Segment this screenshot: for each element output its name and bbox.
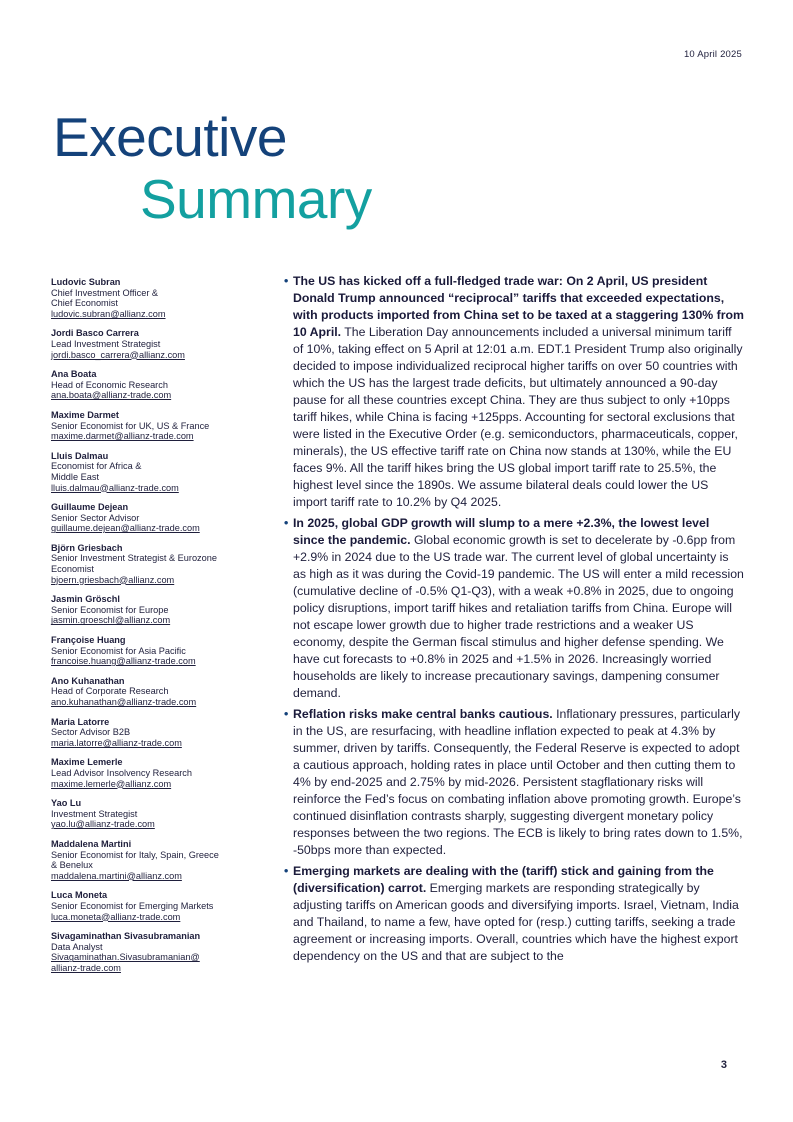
contact-role: Senior Economist for UK, US & France <box>51 420 210 431</box>
contact-email-link[interactable]: Sivagaminathan.Sivasubramanian@ allianz-trade.com <box>51 952 200 973</box>
summary-bullet <box>284 706 744 859</box>
bullet-marker: • <box>284 864 289 878</box>
contact-email-link[interactable]: maddalena.martini@allianz.com <box>51 870 182 881</box>
contact-entry <box>51 757 251 789</box>
contact-role: Lead Investment Strategist <box>51 338 161 349</box>
contact-role: Chief Investment Officer & Chief Economist <box>51 287 159 309</box>
contact-email-link[interactable]: ana.boata@allianz-trade.com <box>51 390 172 401</box>
contact-name: Ludovic Subran <box>51 277 121 287</box>
contact-entry <box>51 543 251 585</box>
contact-email-link[interactable]: ano.kuhanathan@allianz-trade.com <box>51 697 197 707</box>
bullet-lead: Emerging markets are dealing with the (tariff) stick and gaining from the (diversification) carrot. <box>293 864 714 895</box>
contact-entry <box>51 410 251 442</box>
page-title-line1: Executive <box>53 106 287 168</box>
bullet-lead: Reflation risks make central banks cautious. <box>293 707 553 721</box>
contact-role: Senior Economist for Asia Pacific <box>51 645 186 656</box>
contact-role: Head of Corporate Research <box>51 686 169 697</box>
contact-name: Maria Latorre <box>51 716 110 727</box>
contact-entry <box>51 277 251 319</box>
contact-email-link[interactable]: yao.lu@allianz-trade.com <box>51 819 155 830</box>
bullet-marker: • <box>284 516 289 530</box>
contact-name: Lluis Dalmau <box>51 450 109 461</box>
contact-entry <box>51 451 251 493</box>
contacts-column <box>51 277 251 982</box>
contact-entry <box>51 717 251 749</box>
contact-email-link[interactable]: maxime.lemerle@allianz.com <box>51 778 172 789</box>
contact-name: Guillaume Dejean <box>51 502 129 513</box>
contact-role: Economist for Africa & Middle East <box>51 461 142 482</box>
contact-role: Sector Advisor B2B <box>51 727 131 738</box>
contact-email-link[interactable]: bjoern.griesbach@allianz.com <box>51 574 175 585</box>
contact-email-link[interactable]: ludovic.subran@allianz.com <box>51 308 166 319</box>
bullet-text: The Liberation Day announcements included a universal minimum tariff of 10%, taking effect on 5 April at 12:01 a.m. EDT.1 President Trump also originally decided to impose individualized reciprocal higher tariffs on over 50 countries with which the US has the largest trade deficits, but ultimately announced a 90-day pause for all these countries except China. They are thus subject to only +10pps tariff hikes, while China is facing +125pps. Accounting for sectoral exclusions that were listed in the Executive Order (e.g. semiconductors, pharmaceuticals, copper, minerals), the US effective tariff rate on China now stands at 130%, while the EU faces 9%. All the tariff hikes bring the US global import tariff rate to 25.5%, the highest level since the 1890s. We assume bilateral deals could lower the US import tariff rate to 10.2% by Q4 2025. <box>293 325 743 509</box>
contact-role: Senior Sector Advisor <box>51 512 140 523</box>
bullet-text: Emerging markets are responding strategically by adjusting tariffs on American goods and diversifying imports. Israel, Vietnam, India and Thailand, to name a few, have opted for (resp.) cutting tariffs, seeking a trade agreement or increasing imports. Overall, countries which have the highest export dependency on the US and that are subject to the <box>293 881 739 963</box>
contact-email-link[interactable]: francoise.huang@allianz-trade.com <box>51 656 196 667</box>
report-date: 10 April 2025 <box>683 49 742 60</box>
contact-email-link[interactable]: jordi.basco_carrera@allianz.com <box>51 349 185 360</box>
contact-email-link[interactable]: lluis.dalmau@allianz-trade.com <box>51 482 179 493</box>
contact-entry <box>51 328 251 360</box>
bullet-lead: The US has kicked off a full-fledged trade war: On 2 April, US president Donald Trump announced “reciprocal” tariffs that exceeded expectations, with products imported from China set to be taxed at a staggering 130% from 10 April. <box>293 274 744 339</box>
contact-name: Sivagaminathan Sivasubramanian <box>51 931 201 942</box>
contact-entry <box>51 594 251 626</box>
contact-name: Maddalena Martini <box>51 838 132 849</box>
contact-role: Senior Economist for Italy, Spain, Greece & Benelux <box>51 849 219 871</box>
page-title-line2: Summary <box>140 168 372 230</box>
contact-email-link[interactable]: maria.latorre@allianz-trade.com <box>51 737 182 748</box>
contact-role: Senior Economist for Emerging Markets <box>51 900 214 911</box>
bullet-marker: • <box>284 274 289 288</box>
contact-entry <box>51 890 251 922</box>
summary-body <box>284 273 744 969</box>
contact-name: Luca Moneta <box>51 890 108 901</box>
contact-email-link[interactable]: guillaume.dejean@allianz-trade.com <box>51 523 200 534</box>
contact-name: Björn Griesbach <box>51 542 123 553</box>
bullet-lead: In 2025, global GDP growth will slump to a mere +2.3%, the lowest level since the pandemic. <box>293 516 710 547</box>
contact-entry <box>51 839 251 881</box>
bullet-text: Global economic growth is set to decelerate by -0.6pp from +2.9% in 2024 due to the US trade war. The current level of global uncertainty is as high as it was during the Covid-19 pandemic. The US will enter a mild recession (cumulative decline of -0.5% Q1-Q3), with a weak +0.8% in 2025, due to ongoing policy disruptions, import tariff hikes and retaliation tariffs from China. Europe will not escape lower growth due to higher trade restrictions and a weaker US economy, despite the German fiscal stimulus and higher defense spending. We have cut forecasts to +0.8% in 2025 and +1.5% in 2026. Increasingly worried households are likely to increase precautionary savings, dampening consumer demand. <box>293 533 744 700</box>
contact-email-link[interactable]: maxime.darmet@allianz-trade.com <box>51 431 194 442</box>
contact-entry <box>51 676 251 708</box>
contact-entry <box>51 502 251 534</box>
summary-bullet <box>284 863 744 965</box>
contact-email-link[interactable]: jasmin.groeschl@allianz.com <box>51 615 171 626</box>
contact-role: Head of Economic Research <box>51 379 168 390</box>
contact-name: Jordi Basco Carrera <box>51 328 139 339</box>
contact-name: Ana Boata <box>51 369 97 380</box>
contact-role: Senior Economist for Europe <box>51 604 169 615</box>
bullet-text: Inflationary pressures, particularly in the US, are resurfacing, with headline inflation expected to peak at 4.3% by summer, driven by tariffs. Consequently, the Federal Reserve is expected to adopt a cautious approach, holding rates in place until October and then cutting them to 4% by end-2025 and 2.75% by mid-2026. Persistent stagflationary risks will reinforce the Fed’s focus on combating inflation above promoting growth. Europe’s continued disinflation contrasts sharply, suggesting divergent monetary policy responses between the two regions. The ECB is likely to bring rates down to 1.5%, -50bps more than expected. <box>293 707 743 857</box>
summary-bullet <box>284 273 744 511</box>
contact-role: Data Analyst <box>51 941 103 952</box>
contact-entry <box>51 931 251 973</box>
contact-name: Maxime Lemerle <box>51 757 123 768</box>
contact-role: Senior Investment Strategist & Eurozone Economist <box>51 553 217 575</box>
contact-name: Françoise Huang <box>51 635 126 646</box>
page-number: 3 <box>720 1059 727 1071</box>
bullet-marker: • <box>284 707 289 721</box>
contact-entry <box>51 635 251 667</box>
contact-name: Jasmin Gröschl <box>51 594 120 605</box>
contact-entry <box>51 798 251 830</box>
contact-name: Yao Lu <box>51 798 82 809</box>
contact-name: Maxime Darmet <box>51 409 119 420</box>
contact-role: Investment Strategist <box>51 808 138 819</box>
contact-email-link[interactable]: luca.moneta@allianz-trade.com <box>51 911 181 922</box>
contact-role: Lead Advisor Insolvency Research <box>51 767 192 778</box>
contact-name: Ano Kuhanathan <box>51 675 125 686</box>
contact-entry <box>51 369 251 401</box>
summary-bullet <box>284 515 744 702</box>
